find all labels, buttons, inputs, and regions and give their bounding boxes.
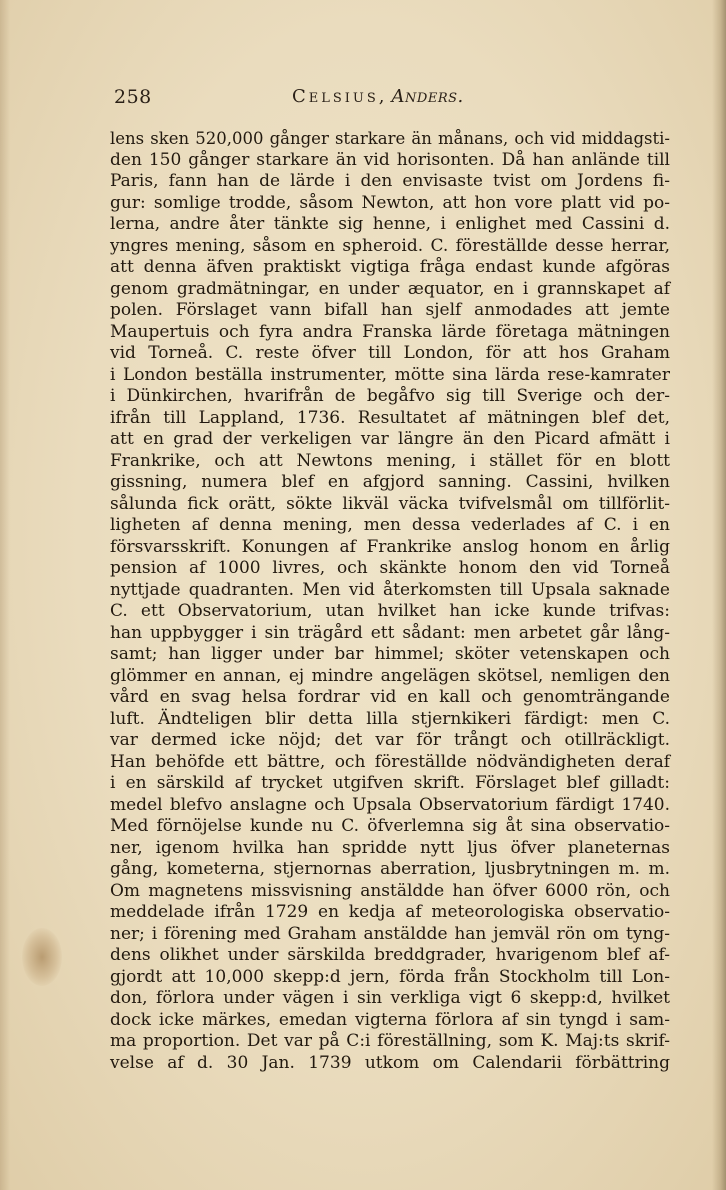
text-line: Maupertuis och fyra andra Franska lärde företaga mätningen (110, 321, 670, 342)
text-line: att denna äfven praktiskt vigtiga fråga endast kunde afgöras (110, 257, 670, 277)
text-line: ner; i förening med Graham anstäldde han jemväl rön om tyng- (110, 923, 670, 944)
page-number: 258 (114, 86, 152, 108)
text-line: ifrån till Lappland, 1736. Resultatet af mätningen blef det, (110, 407, 670, 428)
text-line: yngres mening, såsom en spheroid. C. föreställde desse herrar, (110, 235, 670, 256)
body-text (110, 128, 670, 1074)
text-line: glömmer en annan, ej mindre angelägen skötsel, nemligen den (110, 665, 670, 686)
text-line: gissning, numera blef en afgjord sanning. Cassini, hvilken (110, 472, 670, 492)
text-line: gjordt att 10,000 skepp:d jern, förda från Stockholm till Lon- (110, 966, 670, 987)
running-head-surname: Celsius, (292, 86, 388, 107)
text-line: sålunda fick orätt, sökte likväl väcka tvifvelsmål om tillförlit- (110, 493, 670, 514)
text-line: Frankrike, och att Newtons mening, i stället för en blott (110, 450, 670, 471)
text-line: Han behöfde ett bättre, och föreställde nödvändigheten deraf (110, 751, 670, 772)
text-line: nyttjade quadranten. Men vid återkomsten till Upsala saknade (110, 579, 670, 600)
text-line: i Dünkirchen, hvarifrån de begåfvo sig till Sverige och der- (110, 386, 670, 406)
text-line: att en grad der verkeligen var längre än den Picard afmätt i (110, 429, 670, 449)
text-line: i London beställa instrumenter, mötte sina lärda rese-kamrater (110, 364, 670, 385)
page-header (114, 86, 674, 114)
text-line: gång, kometerna, stjernornas aberration, ljusbrytningen m. m. (110, 859, 670, 879)
text-line: pension af 1000 livres, och skänkte honom den vid Torneå (110, 558, 670, 578)
text-line: han uppbygger i sin trägård ett sådant: men arbetet går lång- (110, 622, 670, 643)
text-line: var dermed icke nöjd; det var för trångt och otillräckligt. (110, 730, 670, 750)
text-line: i en särskild af trycket utgifven skrift. Förslaget blef gilladt: (110, 773, 670, 793)
text-line: Om magnetens missvisning anstäldde han öfver 6000 rön, och (110, 880, 670, 901)
running-head-given-name: Anders. (391, 86, 464, 107)
text-line: Paris, fann han de lärde i den envisaste tvist om Jordens fi- (110, 171, 670, 191)
running-head (292, 86, 464, 107)
text-line: ner, igenom hvilka han spridde nytt ljus öfver planeternas (110, 837, 670, 858)
text-line: den 150 gånger starkare än vid horisonten. Då han anlände till (110, 149, 670, 170)
page-right-edge-shadow (712, 0, 726, 1190)
text-line: gur: somlige trodde, såsom Newton, att hon vore platt vid po- (110, 192, 670, 213)
text-line: ligheten af denna mening, men dessa vederlades af C. i en (110, 515, 670, 535)
text-line: dock icke märkes, emedan vigterna förlora af sin tyngd i sam- (110, 1009, 670, 1030)
text-line: meddelade ifrån 1729 en kedja af meteorologiska observatio- (110, 902, 670, 922)
text-line: ma proportion. Det var på C:i föreställning, som K. Maj:ts skrif- (110, 1031, 670, 1051)
text-line: Med förnöjelse kunde nu C. öfverlemna sig åt sina observatio- (110, 816, 670, 836)
page-left-edge-shadow (0, 0, 10, 1190)
text-line: samt; han ligger under bar himmel; sköter vetenskapen och (110, 644, 670, 664)
text-line: luft. Ändteligen blir detta lilla stjernkikeri färdigt: men C. (110, 708, 670, 729)
text-line: genom gradmätningar, en under æquator, en i grannskapet af (110, 278, 670, 299)
text-line: försvarsskrift. Konungen af Frankrike anslog honom en årlig (110, 536, 670, 557)
text-line: don, förlora under vägen i sin verkliga vigt 6 skepp:d, hvilket (110, 988, 670, 1008)
text-line: medel blefvo anslagne och Upsala Observatorium färdigt 1740. (110, 794, 670, 815)
text-line: velse af d. 30 Jan. 1739 utkom om Calendarii förbättring (110, 1052, 670, 1073)
text-line: lens sken 520,000 gånger starkare än månans, och vid middagsti- (110, 129, 670, 148)
paper-stain (22, 928, 62, 986)
text-line: C. ett Observatorium, utan hvilket han icke kunde trifvas: (110, 601, 670, 621)
text-line: vård en svag helsa fordrar vid en kall och genomträngande (110, 687, 670, 707)
text-line: vid Torneå. C. reste öfver till London, för att hos Graham (110, 343, 670, 363)
text-line: lerna, andre åter tänkte sig henne, i enlighet med Cassini d. (110, 214, 670, 234)
text-line: polen. Förslaget vann bifall han sjelf anmodades att jemte (110, 300, 670, 320)
text-line: dens olikhet under särskilda breddgrader, hvarigenom blef af- (110, 945, 670, 965)
